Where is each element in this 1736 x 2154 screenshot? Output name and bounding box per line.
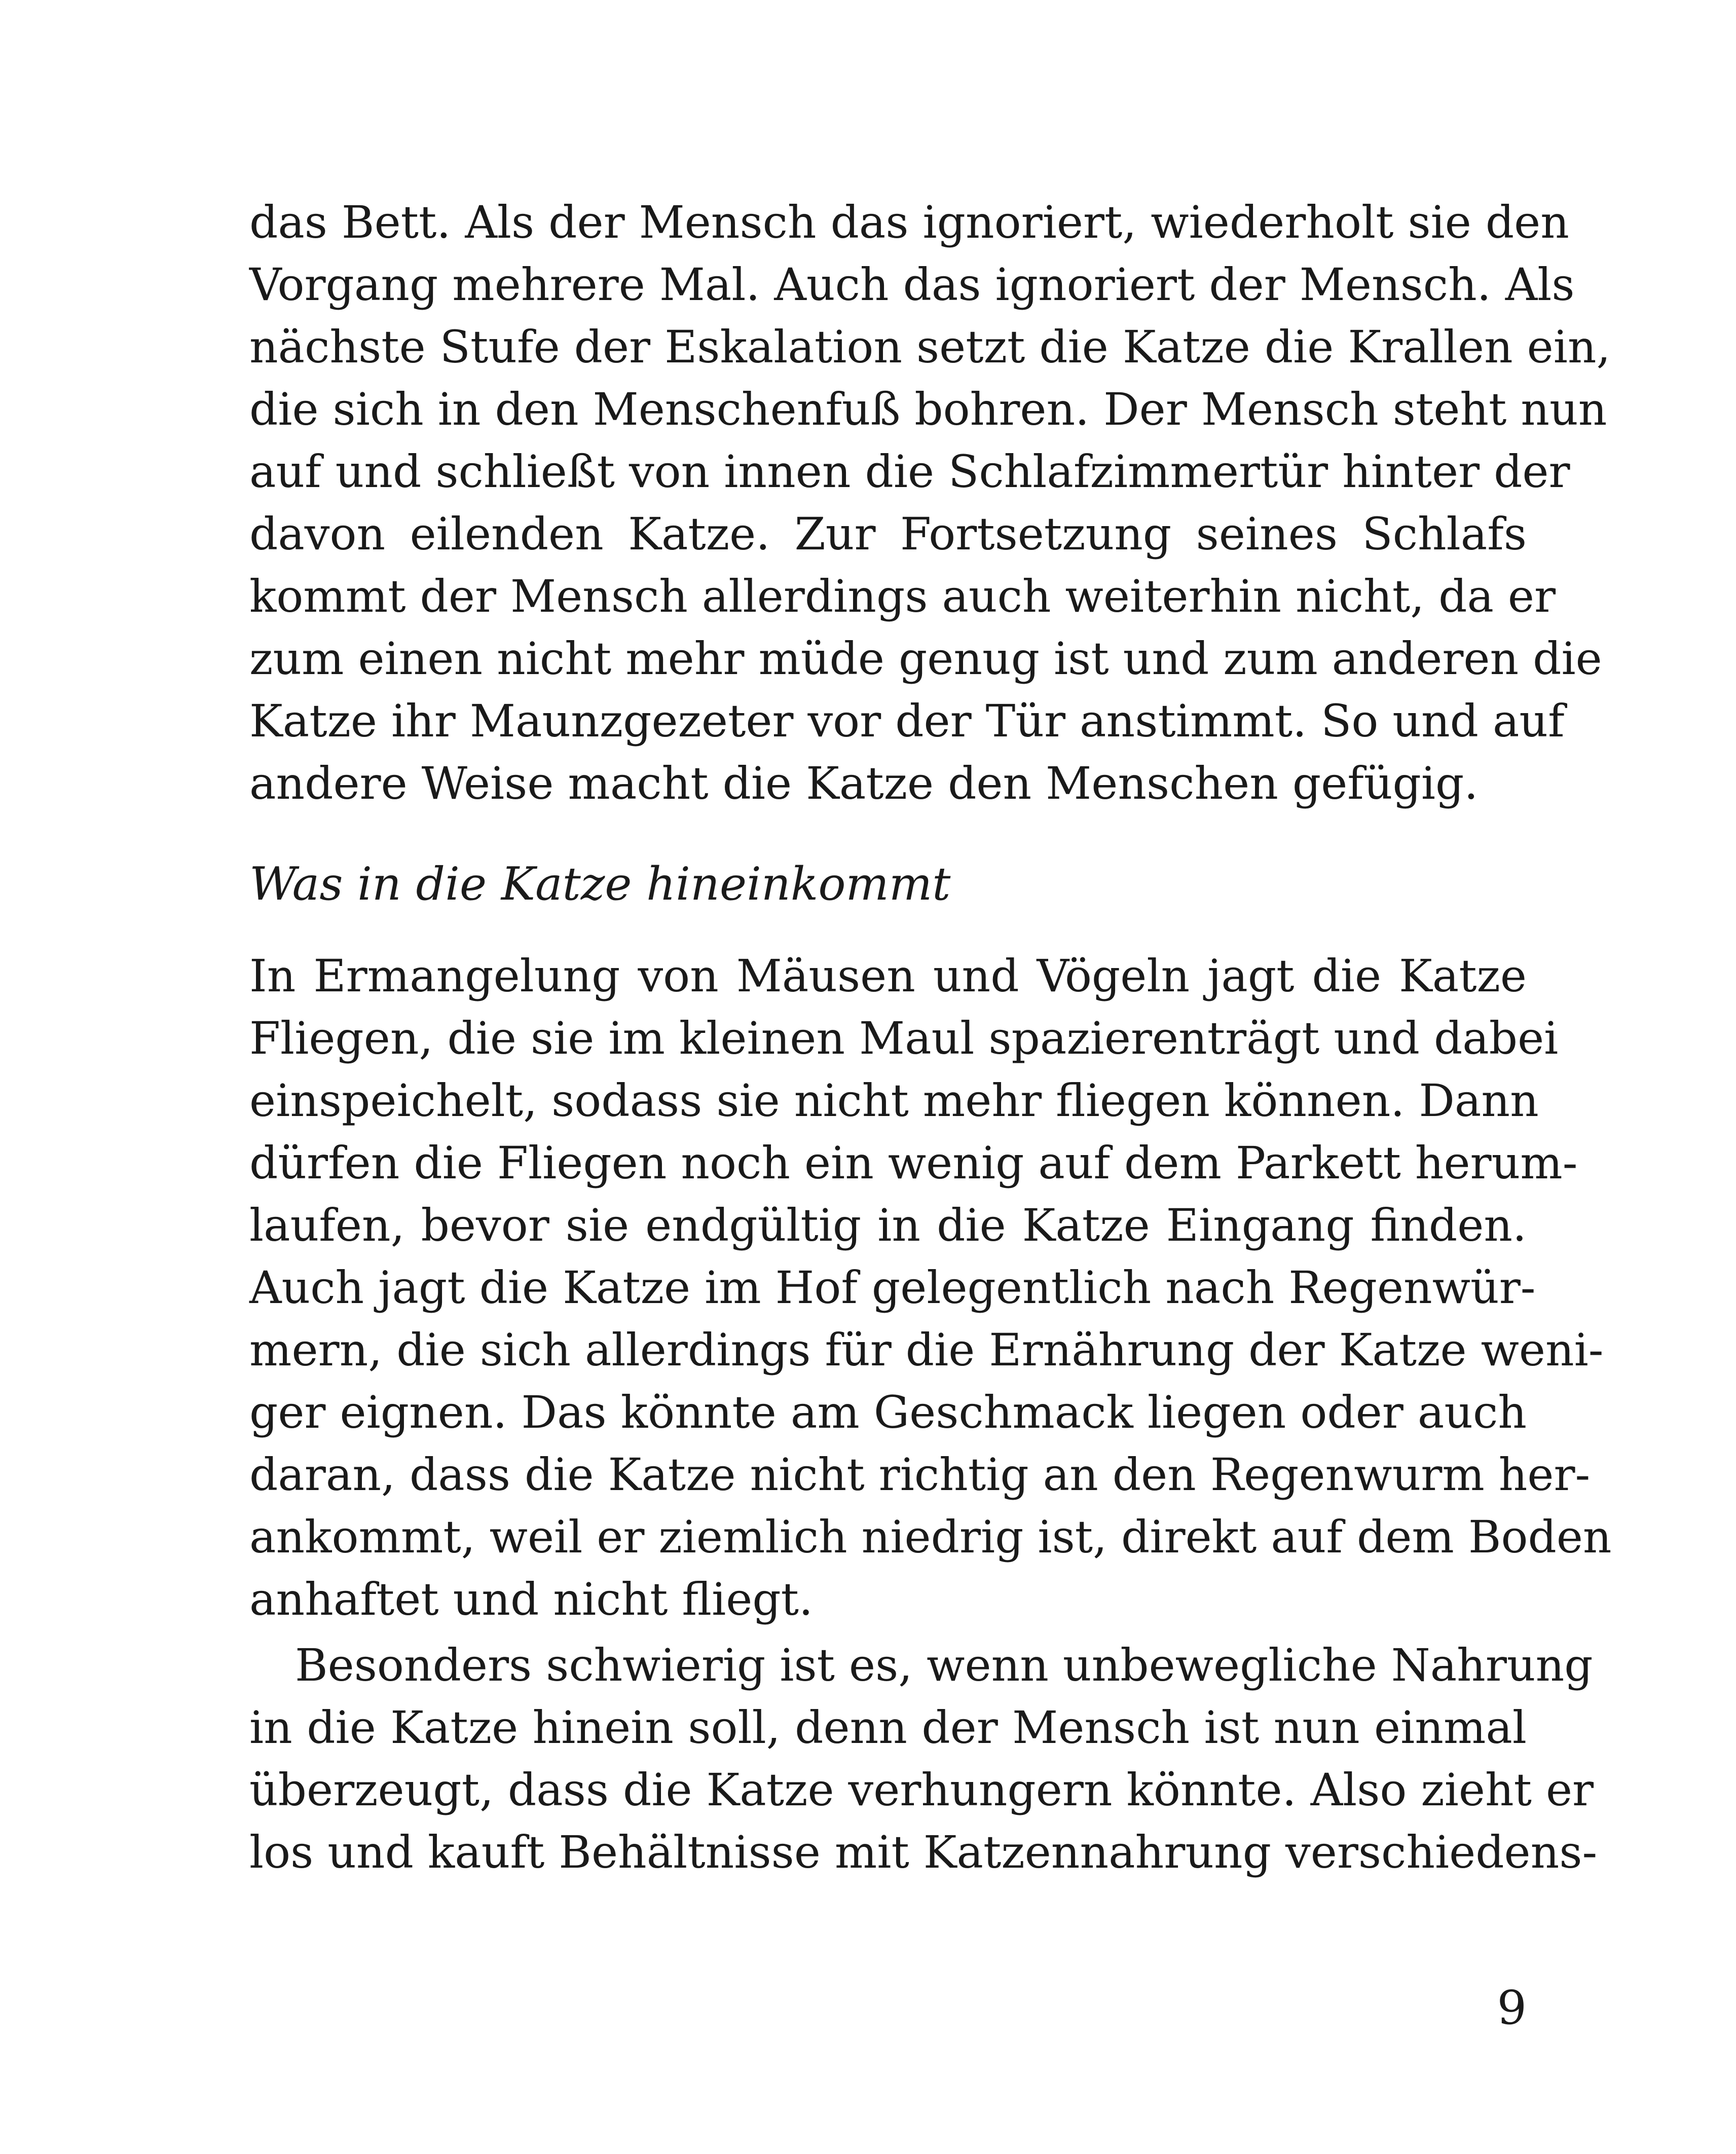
section-heading: Was in die Katze hineinkommt bbox=[249, 858, 951, 911]
text-line: überzeugt, dass die Katze verhungern könnte. Also zieht er bbox=[249, 1764, 1594, 1816]
text-line: Vorgang mehrere Mal. Auch das ignoriert der Mensch. Als bbox=[249, 258, 1575, 311]
text-line: In Ermangelung von Mäusen und Vögeln jagt die Katze bbox=[249, 950, 1527, 1002]
text-line: einspeichelt, sodass sie nicht mehr fliegen können. Dann bbox=[249, 1074, 1539, 1127]
text-line: Fliegen, die sie im kleinen Maul spazierenträgt und dabei bbox=[249, 1012, 1559, 1064]
text-line: Auch jagt die Katze im Hof gelegentlich nach Regenwür- bbox=[249, 1261, 1536, 1314]
text-line: zum einen nicht mehr müde genug ist und zum anderen die bbox=[249, 633, 1602, 685]
text-line: Katze ihr Maunzgezeter vor der Tür anstimmt. So und auf bbox=[249, 695, 1565, 747]
text-line: Besonders schwierig ist es, wenn unbewegliche Nahrung bbox=[295, 1639, 1593, 1691]
text-line: die sich in den Menschenfuß bohren. Der Mensch steht nun bbox=[249, 383, 1607, 435]
text-line: auf und schließt von innen die Schlafzimmertür hinter der bbox=[249, 445, 1570, 498]
text-line: in die Katze hinein soll, denn der Mensch ist nun einmal bbox=[249, 1701, 1527, 1754]
text-line: ger eignen. Das könnte am Geschmack liegen oder auch bbox=[249, 1386, 1527, 1438]
text-line: los und kauft Behältnisse mit Katzennahrung verschiedens- bbox=[249, 1826, 1598, 1878]
paragraph-1 bbox=[249, 191, 1611, 814]
text-line: ankommt, weil er ziemlich niedrig ist, direkt auf dem Boden bbox=[249, 1511, 1612, 1563]
paragraph-3 bbox=[249, 1634, 1598, 1883]
text-line: kommt der Mensch allerdings auch weiterhin nicht, da er bbox=[249, 570, 1556, 622]
text-line: nächste Stufe der Eskalation setzt die Katze die Krallen ein, bbox=[249, 321, 1611, 373]
text-line: mern, die sich allerdings für die Ernährung der Katze weni- bbox=[249, 1324, 1604, 1376]
text-line: laufen, bevor sie endgültig in die Katze Eingang finden. bbox=[249, 1199, 1527, 1251]
text-line: davon eilenden Katze. Zur Fortsetzung seines Schlafs bbox=[249, 508, 1527, 560]
text-line: anhaftet und nicht fliegt. bbox=[249, 1573, 813, 1625]
text-line: dürfen die Fliegen noch ein wenig auf dem Parkett herum- bbox=[249, 1137, 1578, 1189]
page-number: 9 bbox=[1497, 1981, 1527, 2035]
text-line: andere Weise macht die Katze den Menschen gefügig. bbox=[249, 757, 1479, 809]
text-line: daran, dass die Katze nicht richtig an den Regenwurm her- bbox=[249, 1449, 1591, 1501]
text-line: das Bett. Als der Mensch das ignoriert, wiederholt sie den bbox=[249, 196, 1569, 248]
paragraph-2 bbox=[249, 945, 1612, 1630]
